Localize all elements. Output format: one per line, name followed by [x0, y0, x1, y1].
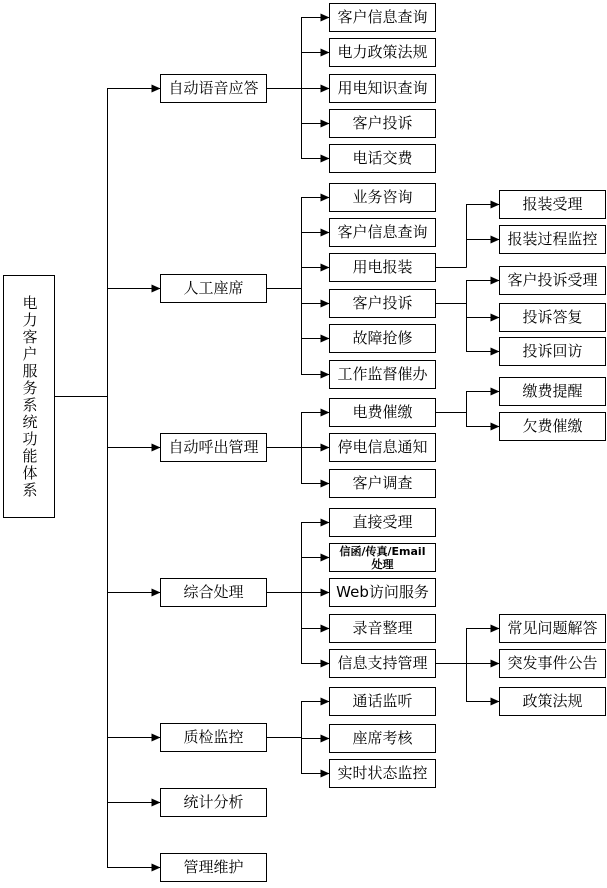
node-auto-voice-response: 自动语音应答 [160, 74, 267, 103]
node-comprehensive-processing: 综合处理 [160, 578, 267, 607]
node-bill-collection: 电费催缴 [329, 398, 436, 427]
node-mail-fax-email-processing [329, 543, 436, 572]
node-installation-process-monitoring: 报装过程监控 [499, 225, 606, 254]
node-phone-payment: 电话交费 [329, 144, 436, 173]
root-node: 电力客户服务系统功能体系 [3, 275, 55, 518]
node-management-maintenance: 管理维护 [160, 853, 267, 882]
node-work-supervision: 工作监督催办 [329, 360, 436, 389]
node-agent-assessment: 座席考核 [329, 724, 436, 753]
node-recording-organization: 录音整理 [329, 614, 436, 643]
node-customer-info-query-ivr: 客户信息查询 [329, 3, 436, 32]
node-label-line1: 信函/传真/Email [339, 544, 426, 558]
node-complaint-acceptance: 客户投诉受理 [499, 266, 606, 295]
node-auto-outbound-management: 自动呼出管理 [160, 433, 267, 462]
node-customer-complaint-agent: 客户投诉 [329, 289, 436, 318]
node-label-line2: 处理 [371, 557, 394, 571]
node-power-policy-regulations: 电力政策法规 [329, 38, 436, 67]
node-emergency-announcement: 突发事件公告 [499, 649, 606, 678]
node-customer-info-query-agent: 客户信息查询 [329, 218, 436, 247]
node-complaint-followup: 投诉回访 [499, 337, 606, 366]
node-realtime-status-monitoring: 实时状态监控 [329, 759, 436, 788]
node-quality-monitoring: 质检监控 [160, 723, 267, 752]
node-complaint-reply: 投诉答复 [499, 303, 606, 332]
node-business-consultation: 业务咨询 [329, 183, 436, 212]
node-customer-survey: 客户调查 [329, 469, 436, 498]
node-direct-acceptance: 直接受理 [329, 508, 436, 537]
node-statistical-analysis: 统计分析 [160, 788, 267, 817]
node-fault-repair: 故障抢修 [329, 324, 436, 353]
node-electricity-knowledge-query: 用电知识查询 [329, 74, 436, 103]
node-policy-regulations: 政策法规 [499, 687, 606, 716]
node-arrears-collection: 欠费催缴 [499, 412, 606, 441]
node-faq: 常见问题解答 [499, 614, 606, 643]
node-info-support-management: 信息支持管理 [329, 649, 436, 678]
node-customer-complaint-ivr: 客户投诉 [329, 109, 436, 138]
node-manual-agent: 人工座席 [160, 274, 267, 303]
node-call-monitoring: 通话监听 [329, 687, 436, 716]
node-installation-acceptance: 报装受理 [499, 190, 606, 219]
node-electricity-installation: 用电报装 [329, 253, 436, 282]
node-payment-reminder: 缴费提醒 [499, 377, 606, 406]
node-web-access-service: Web访问服务 [329, 578, 436, 607]
node-outage-notification: 停电信息通知 [329, 433, 436, 462]
